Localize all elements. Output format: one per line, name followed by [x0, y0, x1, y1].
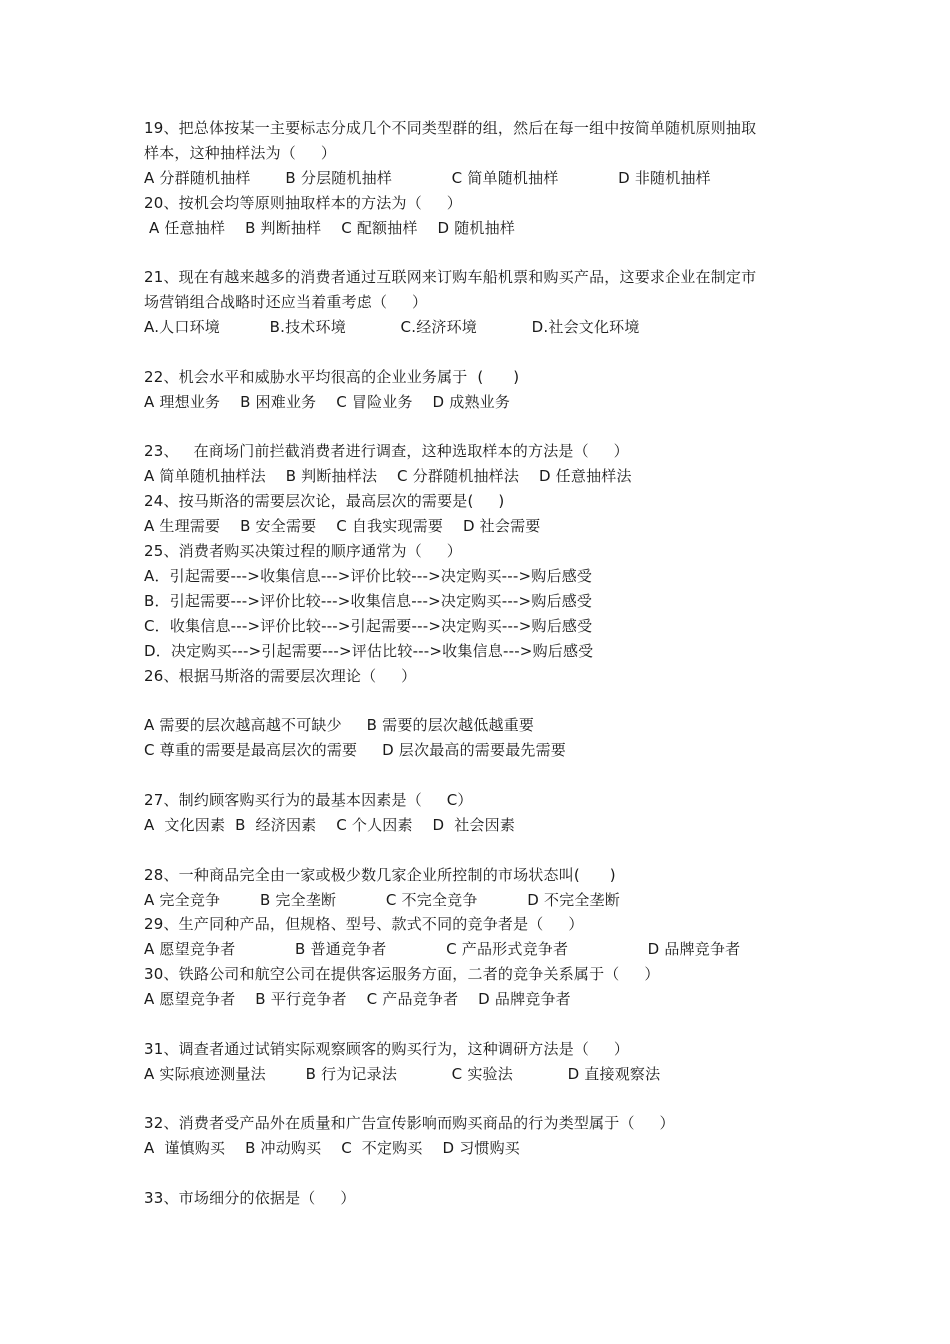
q23-options: A 简单随机抽样法 B 判断抽样法 C 分群随机抽样法 D 任意抽样法 [144, 467, 632, 485]
q26-options-line2: C 尊重的需要是最高层次的需要 D 层次最高的需要最先需要 [144, 741, 567, 759]
q21-options: A.人口环境 B.技术环境 C.经济环境 D.社会文化环境 [144, 318, 640, 336]
q27-options: A 文化因素 B 经济因素 C 个人因素 D 社会因素 [144, 816, 516, 834]
q20-stem: 20、按机会均等原则抽取样本的方法为（ ） [144, 194, 462, 212]
q30-stem: 30、铁路公司和航空公司在提供客运服务方面，二者的竞争关系属于（ ） [144, 965, 660, 983]
q31-options: A 实际痕迹测量法 B 行为记录法 C 实验法 D 直接观察法 [144, 1065, 661, 1083]
q30-options: A 愿望竞争者 B 平行竞争者 C 产品竞争者 D 品牌竞争者 [144, 990, 571, 1008]
q25-option-b: B．引起需要--->评价比较--->收集信息--->决定购买--->购后感受 [144, 592, 593, 610]
q25-option-a: A．引起需要--->收集信息--->评价比较--->决定购买--->购后感受 [144, 567, 593, 585]
q28-options: A 完全竞争 B 完全垄断 C 不完全竞争 D 不完全垄断 [144, 891, 620, 909]
q19-stem-line1: 19、把总体按某一主要标志分成几个不同类型群的组，然后在每一组中按简单随机原则抽取 [144, 119, 757, 137]
q27-stem: 27、制约顾客购买行为的最基本因素是（ C） [144, 791, 473, 809]
q26-stem: 26、根据马斯洛的需要层次理论（ ） [144, 667, 417, 685]
q22-options: A 理想业务 B 困难业务 C 冒险业务 D 成熟业务 [144, 393, 511, 411]
q19-stem-line2: 样本，这种抽样法为（ ） [144, 144, 337, 162]
q29-options: A 愿望竞争者 B 普通竞争者 C 产品形式竞争者 D 品牌竞争者 [144, 940, 741, 958]
q25-option-c: C．收集信息--->评价比较--->引起需要--->决定购买--->购后感受 [144, 617, 593, 635]
q25-stem: 25、消费者购买决策过程的顺序通常为（ ） [144, 542, 462, 560]
q29-stem: 29、生产同种产品，但规格、型号、款式不同的竞争者是（ ） [144, 915, 584, 933]
q24-stem: 24、按马斯洛的需要层次论，最高层次的需要是( ) [144, 492, 505, 510]
q19-options: A 分群随机抽样 B 分层随机抽样 C 简单随机抽样 D 非随机抽样 [144, 169, 711, 187]
q21-stem-line2: 场营销组合战略时还应当着重考虑（ ） [144, 293, 428, 311]
q31-stem: 31、调查者通过试销实际观察顾客的购买行为，这种调研方法是（ ） [144, 1040, 630, 1058]
q20-options: A 任意抽样 B 判断抽样 C 配额抽样 D 随机抽样 [144, 219, 516, 237]
q33-stem: 33、市场细分的依据是（ ） [144, 1189, 356, 1207]
q23-stem: 23、 在商场门前拦截消费者进行调查，这种选取样本的方法是（ ） [144, 442, 629, 460]
q32-options: A 谨慎购买 B 冲动购买 C 不定购买 D 习惯购买 [144, 1139, 521, 1157]
q21-stem-line1: 21、现在有越来越多的消费者通过互联网来订购车船机票和购买产品，这要求企业在制定市 [144, 268, 757, 286]
q25-option-d: D．决定购买--->引起需要--->评估比较--->收集信息--->购后感受 [144, 642, 594, 660]
q24-options: A 生理需要 B 安全需要 C 自我实现需要 D 社会需要 [144, 517, 541, 535]
q26-options-line1: A 需要的层次越高越不可缺少 B 需要的层次越低越重要 [144, 716, 535, 734]
q32-stem: 32、消费者受产品外在质量和广告宣传影响而购买商品的行为类型属于（ ） [144, 1114, 675, 1132]
q28-stem: 28、一种商品完全由一家或极少数几家企业所控制的市场状态叫( ) [144, 866, 616, 884]
q22-stem: 22、机会水平和威胁水平均很高的企业业务属于 ( ) [144, 368, 520, 386]
